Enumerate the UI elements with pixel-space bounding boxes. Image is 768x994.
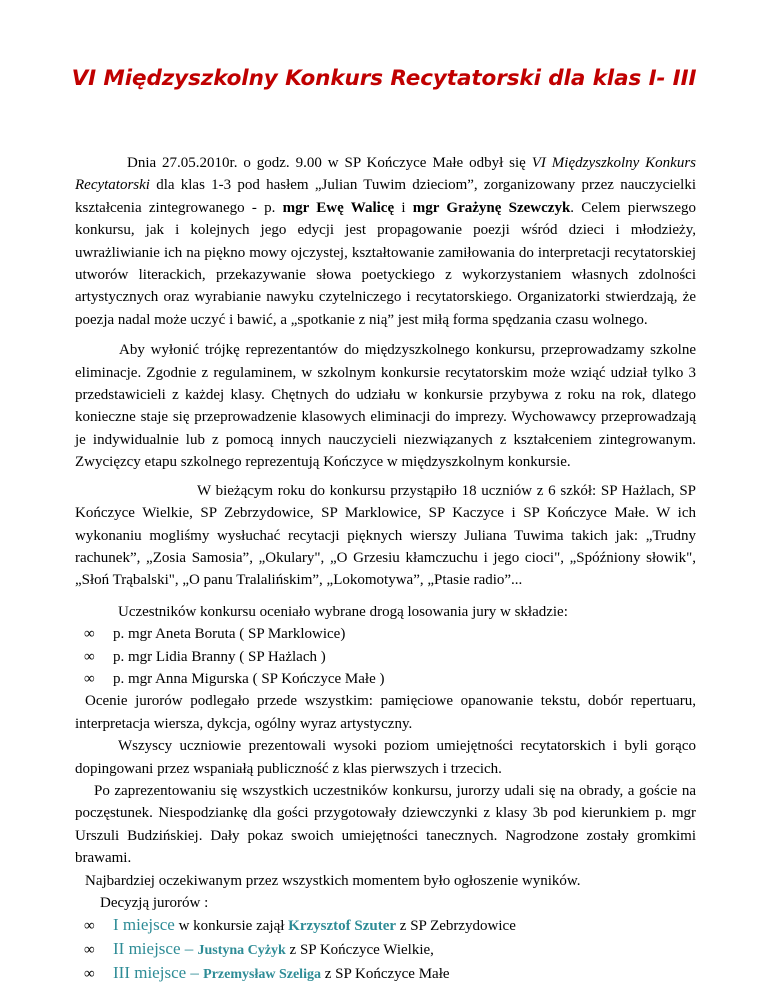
infinity-bullet-icon: ∞ xyxy=(84,941,95,958)
jury-member: ∞ p. mgr Lidia Branny ( SP Hażlach ) xyxy=(75,646,696,668)
criteria-paragraph: Ocenie jurorów podlegało przede wszystkim: pamięciowe opanowanie tekstu, dobór repertuaru, interpretacja wiersza, dykcja, ogólny wyraz artystyczny. xyxy=(75,693,696,732)
result-item: ∞ III miejsce – Przemysław Szeliga z SP Kończyce Małe xyxy=(75,962,696,986)
winner-name: Justyna Cyżyk xyxy=(197,942,286,958)
intro-paragraph: Dnia 27.05.2010r. o godz. 9.00 w SP Kończyce Małe odbył się VI Międzyszkolny Konkurs Recytatorski dla klas 1-3 pod hasłem „Julian Tuwim dzieciom”, zorganizowany przez nauczycielki kształcenia zintegrowanego - p. mgr Ewę Walicę i mgr Grażynę Szewczyk. Celem pierwszego konkursu, jak i kolejnych jego edycji jest propagowanie poezji wśród dzieci i młodzieży, uwrażliwianie ich na piękno mowy ojczystej, kształtowanie zamiłowania do interpretacji recytatorskiej utworów literackich, przekazywanie słowa poetyckiego z wykorzystaniem własnych zdolności artystycznych oraz wyrabianie nawyku czytelniczego i recytatorskiego. Organizatorki stwierdzają, że poezja nadal może uczyć i bawić, a „spotkanie z nią” jest miłą forma spędzania czasu wolnego. xyxy=(75,155,697,328)
teacher-name-2: mgr Grażynę Szewczyk xyxy=(412,199,571,216)
teacher-name-1: mgr Ewę Walicę xyxy=(282,199,395,216)
jury-list xyxy=(75,623,696,690)
winner-name: Krzysztof Szuter xyxy=(288,918,397,935)
document-title: VI Międzyszkolny Konkurs Recytatorski dla klas I- III xyxy=(71,66,697,91)
eliminations-paragraph: Aby wyłonić trójkę reprezentantów do międzyszkolnego konkursu, przeprowadzamy szkolne eliminacje. Zgodnie z regulaminem, w szkolnym konkursie recytatorskim może wziąć udział tylko 3 przedstawicieli z każdej klasy. Chętnych do udziału w konkursie przybywa z roku na rok, dlatego konieczne staje się przeprowadzenie klasowych eliminacji do imprezy. Wychowawcy przeprowadzają je indywidualnie lub z pomocą innych nauczycieli niezwiązanych z kształceniem zintegrowanym. Zwycięzcy etapu szkolnego reprezentują Kończyce w międzyszkolnym konkursie. xyxy=(75,342,696,471)
awaited-paragraph: Najbardziej oczekiwanym przez wszystkich momentem było ogłoszenie wyników. xyxy=(85,872,581,889)
result-item: ∞ II miejsce – Justyna Cyżyk z SP Kończyce Wielkie, xyxy=(75,938,696,962)
winner-name: Przemysław Szeliga xyxy=(203,967,321,983)
jury-intro: Uczestników konkursu oceniało wybrane drogą losowania jury w składzie: xyxy=(118,603,568,620)
article-body xyxy=(75,152,696,987)
results-list xyxy=(75,914,696,986)
jury-member: ∞ p. mgr Anna Migurska ( SP Kończyce Małe ) xyxy=(75,668,696,690)
participants-paragraph: W bieżącym roku do konkursu przystąpiło 18 uczniów z 6 szkół: SP Hażlach, SP Kończyce Wielkie, SP Zebrzydowice, SP Marklowice, SP Kaczyce i SP Kończyce Małe. W ich wykonaniu mogliśmy wysłuchać recytacji pięknych wierszy Juliana Tuwima takich jak: „Trudny rachunek”, „Zosia Samosia”, „Okulary", „O Grzesiu kłamczuchu i jego cioci", „Spóźniony słowik", „Słoń Trąbalski", „O panu Tralalińskim”, „Lokomotywa”, „Ptasie radio”... xyxy=(75,482,696,589)
infinity-bullet-icon: ∞ xyxy=(84,648,95,665)
level-paragraph: Wszyscy uczniowie prezentowali wysoki poziom umiejętności recytatorskich i byli gorąco dopingowani przez wspaniałą publiczność z klas pierwszych i trzecich. xyxy=(75,738,696,777)
infinity-bullet-icon: ∞ xyxy=(84,670,95,687)
infinity-bullet-icon: ∞ xyxy=(84,626,95,643)
place-label: II miejsce – xyxy=(113,938,198,958)
result-item: ∞ I miejsce w konkursie zajął Krzysztof Szuter z SP Zebrzydowice xyxy=(75,914,696,937)
place-label: I miejsce xyxy=(113,915,175,935)
decision-line: Decyzją jurorów : xyxy=(100,895,209,911)
infinity-bullet-icon: ∞ xyxy=(84,966,95,983)
break-paragraph: Po zaprezentowaniu się wszystkich uczestników konkursu, jurorzy udali się na obrady, a goście na poczęstunek. Niespodziankę dla gości przygotowały dziewczynki z klasy 3b pod kierunkiem p. mgr Urszuli Budzińskiej. Dały pokaz swoich umiejętności tanecznych. Nagrodzone zostały gromkimi brawami. xyxy=(75,782,696,867)
contest-name: VI Międzyszkolny Konkurs Recytatorski xyxy=(75,155,697,194)
place-label: III miejsce – xyxy=(113,963,204,983)
infinity-bullet-icon: ∞ xyxy=(84,918,95,935)
jury-member: ∞ p. mgr Aneta Boruta ( SP Marklowice) xyxy=(75,623,696,645)
